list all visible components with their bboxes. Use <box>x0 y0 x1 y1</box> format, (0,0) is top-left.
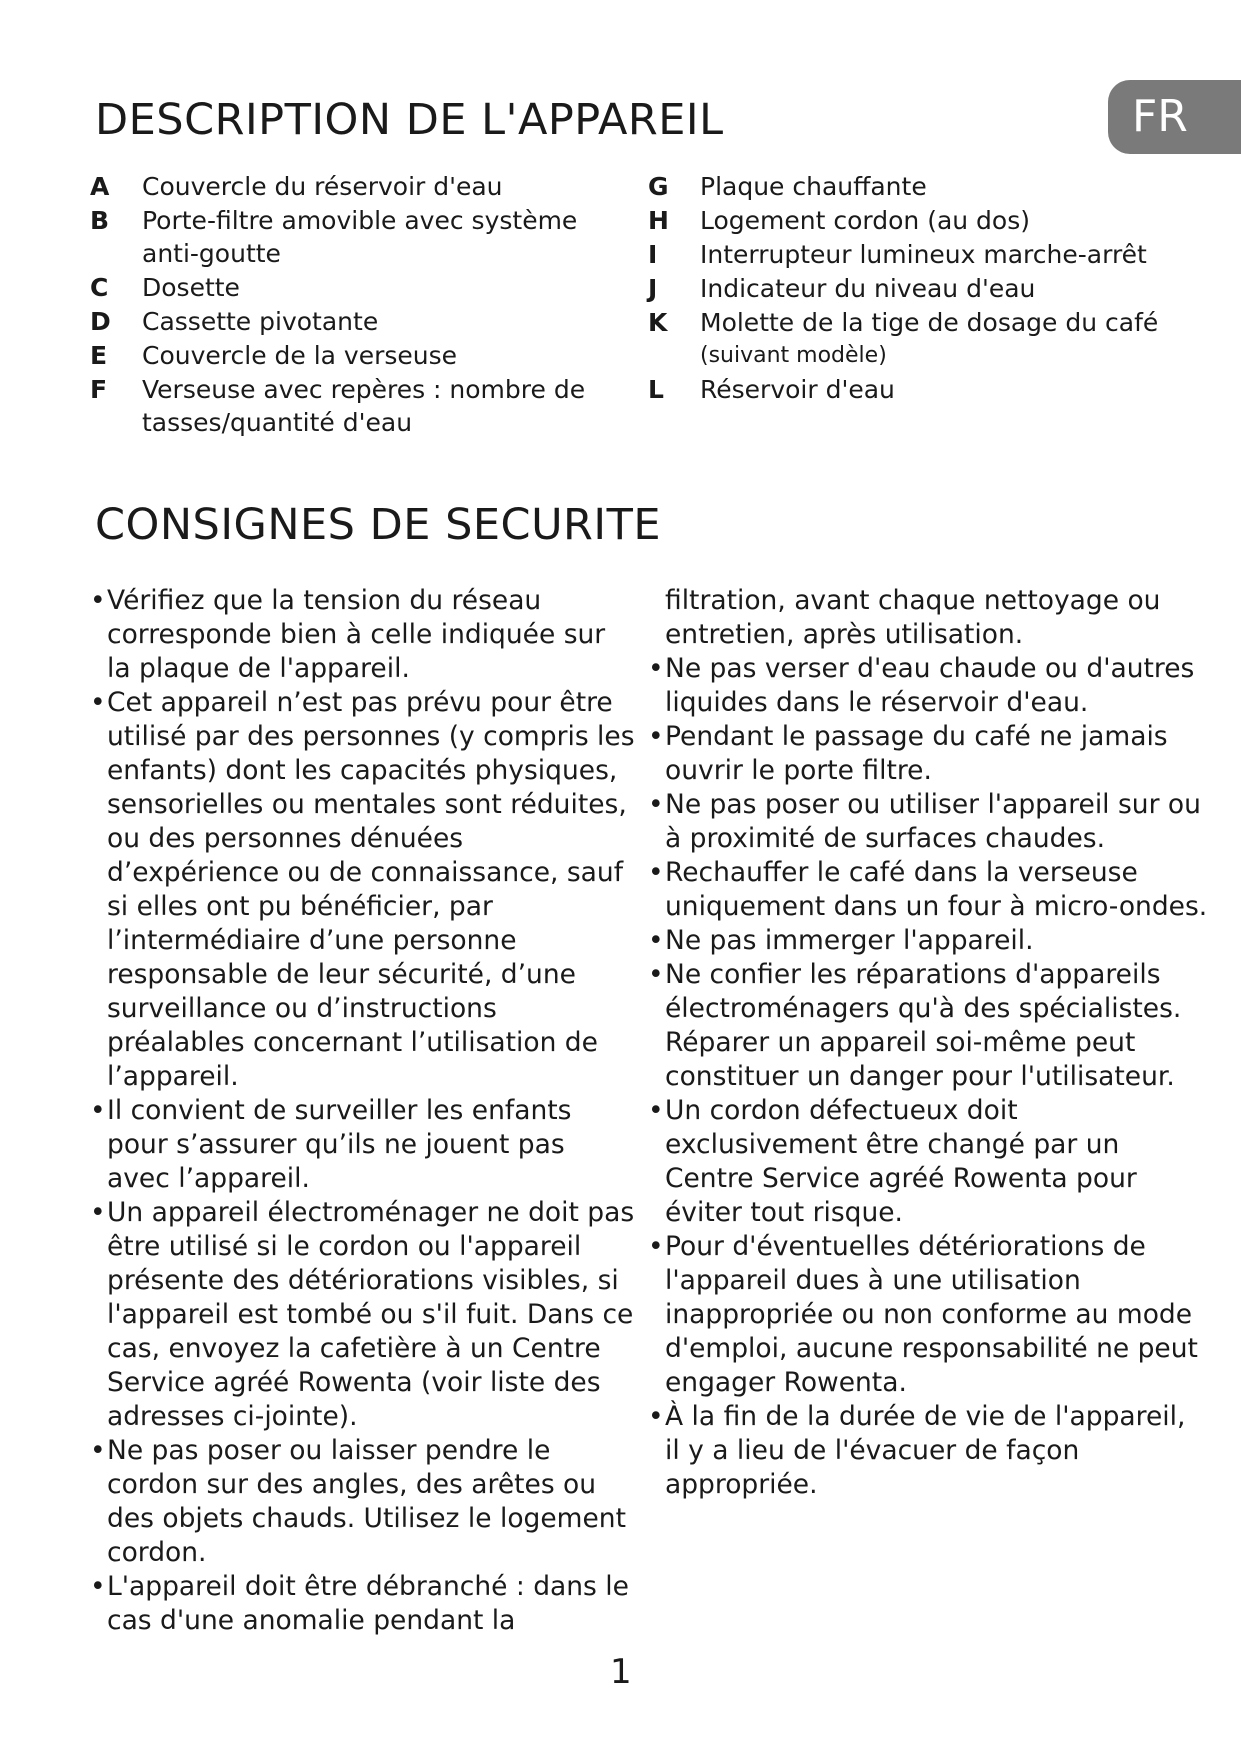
safety-bullet: • Pendant le passage du café ne jamais ouvrir le porte filtre. <box>648 721 1168 786</box>
part-item: E Couvercle de la verseuse <box>90 341 458 370</box>
part-item: L Réservoir d'eau <box>648 375 895 404</box>
parts-list-right <box>648 170 1188 407</box>
part-item: H Logement cordon (au dos) <box>648 206 1031 235</box>
safety-bullet: • Ne pas immerger l'appareil. <box>648 925 1034 956</box>
safety-bullet: • Il convient de surveiller les enfants pour s’assurer qu’ils ne jouent pas avec l’appareil. <box>90 1095 572 1194</box>
part-item: F Verseuse avec repères : nombre de tasses/quantité d'eau <box>90 375 586 437</box>
language-tab: FR <box>1108 80 1241 154</box>
safety-bullet: • Ne pas verser d'eau chaude ou d'autres liquides dans le réservoir d'eau. <box>648 653 1195 718</box>
safety-bullet: • L'appareil doit être débranché : dans le cas d'une anomalie pendant la <box>90 1571 629 1636</box>
part-item: A Couvercle du réservoir d'eau <box>90 172 503 201</box>
safety-bullet: • Pour d'éventuelles détériorations de l'appareil dues à une utilisation inappropriée ou non conforme au mode d'emploi, aucune responsabilité ne peut engager Rowenta. <box>648 1231 1198 1398</box>
description-title: DESCRIPTION DE L'APPAREIL <box>95 95 724 145</box>
part-item: C Dosette <box>90 273 240 302</box>
safety-continuation: filtration, avant chaque nettoyage ou entretien, après utilisation. <box>665 585 1161 650</box>
part-item: I Interrupteur lumineux marche-arrêt <box>648 240 1147 269</box>
safety-bullet: • Cet appareil n’est pas prévu pour être utilisé par des personnes (y compris les enfants) dont les capacités physiques, sensorielles ou mentales sont réduites, ou des personnes dénuées d’expérience ou de connaissance, sauf si elles ont pu bénéficier, par l’intermédiaire d’une personne responsable de leur sécurité, d’une surveillance ou d’instructions préalables concernant l’utilisation de l’appareil. <box>90 687 635 1092</box>
part-item: G Plaque chauffante <box>648 172 927 201</box>
safety-bullet: • Ne confier les réparations d'appareils électroménagers qu'à des spécialistes. Réparer un appareil soi-même peut constituer un danger pour l'utilisateur. <box>648 959 1182 1092</box>
parts-list-left <box>90 170 610 440</box>
safety-title: CONSIGNES DE SECURITE <box>95 500 662 550</box>
safety-bullet: • Un appareil électroménager ne doit pas être utilisé si le cordon ou l'appareil présente des détériorations visibles, si l'appareil est tombé ou s'il fuit. Dans ce cas, envoyez la cafetière à un Centre Service agréé Rowenta (voir liste des adresses ci-jointe). <box>90 1197 635 1432</box>
page-number: 1 <box>610 1652 632 1692</box>
part-item: D Cassette pivotante <box>90 307 379 336</box>
safety-bullet: • Rechauffer le café dans la verseuse uniquement dans un four à micro-ondes. <box>648 857 1208 922</box>
safety-bullet: • À la fin de la durée de vie de l'appareil, il y a lieu de l'évacuer de façon appropriée. <box>648 1401 1186 1500</box>
part-item: B Porte-filtre amovible avec système anti-goutte <box>90 206 578 268</box>
part-item: J Indicateur du niveau d'eau <box>648 274 1036 303</box>
safety-column-right <box>648 584 1208 1502</box>
safety-bullet: • Vérifiez que la tension du réseau corresponde bien à celle indiquée sur la plaque de l'appareil. <box>90 585 606 684</box>
safety-bullet: • Un cordon défectueux doit exclusivement être changé par un Centre Service agréé Rowenta pour éviter tout risque. <box>648 1095 1137 1228</box>
part-item: K Molette de la tige de dosage du café (suivant modèle) <box>648 308 1159 368</box>
safety-column-left <box>90 584 635 1638</box>
safety-bullet: • Ne pas poser ou laisser pendre le cordon sur des angles, des arêtes ou des objets chauds. Utilisez le logement cordon. <box>90 1435 626 1568</box>
safety-bullet: • Ne pas poser ou utiliser l'appareil sur ou à proximité de surfaces chaudes. <box>648 789 1201 854</box>
